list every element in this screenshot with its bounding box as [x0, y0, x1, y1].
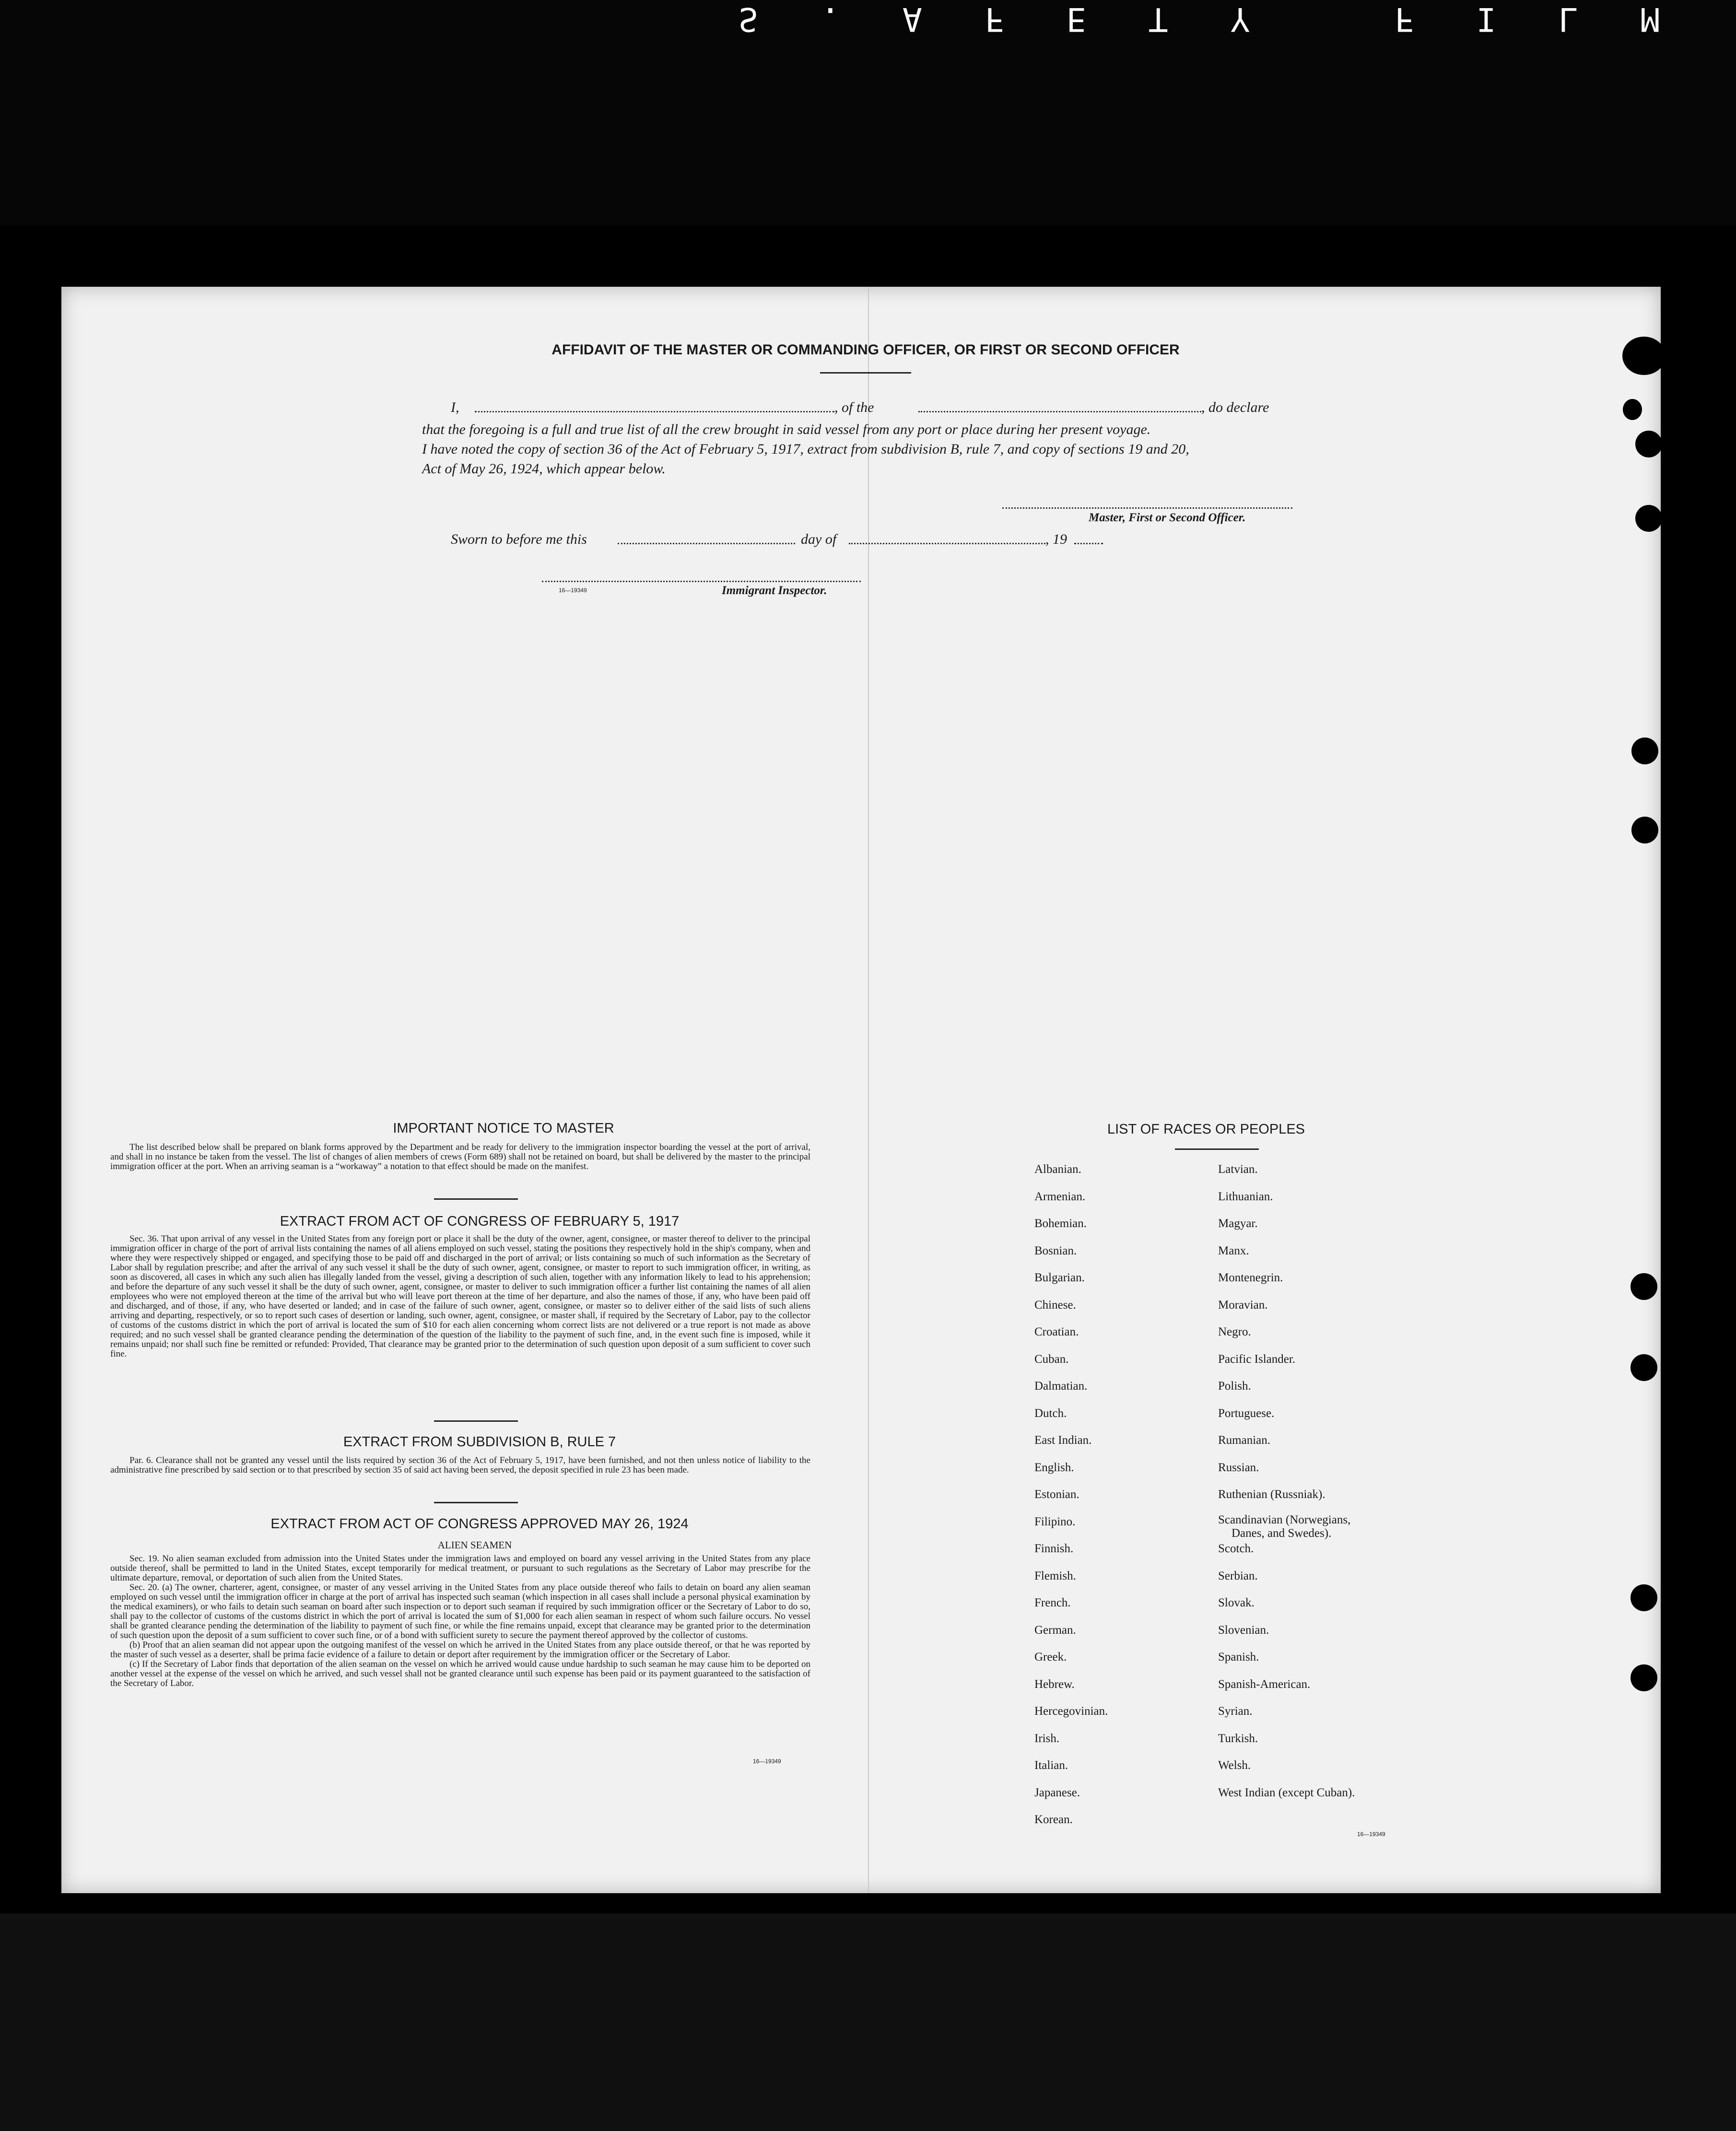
race-item: Spanish. — [1218, 1651, 1259, 1663]
race-item: Flemish. — [1034, 1569, 1076, 1582]
race-item: Pacific Islander. — [1218, 1352, 1296, 1366]
punch-hole-icon — [1635, 431, 1662, 457]
race-item: Chinese. — [1034, 1298, 1076, 1311]
race-item: Japanese. — [1034, 1786, 1080, 1799]
page-fold — [868, 287, 869, 1893]
punch-hole-icon — [1631, 817, 1658, 843]
race-item: Estonian. — [1034, 1488, 1079, 1501]
title-divider — [820, 372, 911, 374]
declaration-line-1 — [451, 399, 1314, 419]
race-item: Italian. — [1034, 1759, 1068, 1772]
race-item: Filipino. — [1034, 1515, 1076, 1528]
inspector-signature-field[interactable] — [542, 581, 861, 582]
notice-divider — [434, 1198, 518, 1200]
race-item: German. — [1034, 1623, 1076, 1637]
races-form-number: 16—19349 — [1357, 1831, 1385, 1838]
race-item: Dutch. — [1034, 1406, 1067, 1420]
race-item: Bosnian. — [1034, 1244, 1077, 1257]
year-text: , 19 — [1045, 531, 1067, 547]
punch-hole-icon — [1630, 1273, 1657, 1300]
section-19-paragraph: Sec. 19. No alien seaman excluded from admission into the United States under the immigration laws and employed on board any vessel arriving in the United States from any place outside thereof, shall be permitted to land in the United States, except temporarily for medical treatment, or pursuant to such regulations as the Secretary of Labor may prescribe for the ultimate departure, removal, or deportation of such alien from the United States. — [110, 1554, 810, 1583]
declaration-line-4: Act of May 26, 1924, which appear below. — [422, 461, 666, 477]
race-item: West Indian (except Cuban). — [1218, 1786, 1355, 1799]
race-item: Magyar. — [1218, 1217, 1258, 1230]
punch-hole-icon — [1630, 1354, 1657, 1381]
race-item: Dalmatian. — [1034, 1380, 1088, 1393]
declaration-line-3: I have noted the copy of section 36 of the Act of February 5, 1917, extract from subdivision B, rule 7, and copy of sections 19 and 20, — [422, 441, 1189, 457]
notice-title: IMPORTANT NOTICE TO MASTER — [393, 1121, 614, 1136]
film-border-top — [0, 0, 1736, 225]
race-item: Latvian. — [1218, 1163, 1258, 1176]
film-edge-label: S.AFETY FILM — [739, 0, 1723, 38]
race-item-line: Danes, and Swedes). — [1232, 1526, 1332, 1540]
race-item: Hercegovinian. — [1034, 1705, 1108, 1718]
inspector-caption: Immigrant Inspector. — [722, 584, 827, 597]
race-item: Irish. — [1034, 1732, 1060, 1745]
paragraph-6: Par. 6. Clearance shall not be granted any vessel until the lists required by section 36 of the Act of February 5, 1917, have been furnished, and not then unless notice of liability to the administrative fine prescribed by said section or to that prescribed by section 35 of said act having been served, the deposit specified in rule 23 has been made. — [110, 1455, 810, 1475]
punch-hole-icon — [1623, 399, 1642, 420]
race-item-line: Scandinavian (Norwegians, — [1218, 1513, 1351, 1526]
extract-1924-title: EXTRACT FROM ACT OF CONGRESS APPROVED MAY 26, 1924 — [270, 1516, 689, 1532]
race-item: Syrian. — [1218, 1705, 1253, 1718]
race-item: Manx. — [1218, 1244, 1249, 1257]
notice-text — [110, 1143, 810, 1171]
extract-1917-title: EXTRACT FROM ACT OF CONGRESS OF FEBRUARY 5, 1917 — [280, 1214, 680, 1229]
affidavit-form-number: 16—19349 — [559, 587, 587, 594]
sworn-day-field[interactable] — [618, 543, 795, 544]
section-36-paragraph: Sec. 36. That upon arrival of any vessel in the United States from any foreign port or place it shall be the duty of the owner, agent, consignee, or master thereof to deliver to the principal immigration officer in charge of the port of arrival lists containing the names of all aliens employed on such vessel, stating the positions they respectively hold in the ship's company, when and where they were respectively shipped or engaged, and specifying those to be paid off and discharged in the port of arrival; or lists containing so much of such information as the Secretary of Labor shall by regulation prescribe; and after the arrival of any such vessel it shall be the duty of such owner, agent, consignee, or master to report to such immigration officer, in writing, as soon as discovered, all cases in which any such alien has illegally landed from the vessel, giving a description of such alien, together with any information likely to lead to his apprehension; and before the departure of any such vessel it shall be the duty of such owner, agent, consignee, or master to deliver to such immigration officer a further list containing the names of all alien employees who were not employed thereon at the time of the arrival but who will leave port thereon at the time of her departure, and also the names of those, if any, who have been paid off and discharged, and of those, if any, who have deserted or landed; and in case of the failure of such owner, agent, consignee, or master so to deliver either of the said lists of such aliens arriving and departing, respectively, or so to report such cases of desertion or landing, such owner, agent, consignee, or master shall, if required by the Secretary of Labor, pay to the collector of customs of the customs district in which the port of arrival is located the sum of $10 for each alien concerning whom correct lists are not delivered or a true report is not made as above required; and no such vessel shall be granted clearance pending the determination of the question of the liability to the payment of such fine, and, in the event such fine is imposed, while it remains unpaid; nor shall such fine be remitted or refunded: Provided, That clearance may be granted prior to the determination of such question upon deposit of a sum sufficient to cover such fine. — [110, 1234, 810, 1359]
master-caption: Master, First or Second Officer. — [1089, 511, 1246, 524]
race-item: Turkish. — [1218, 1732, 1258, 1745]
race-item: Lithuanian. — [1218, 1190, 1273, 1203]
race-item: Polish. — [1218, 1380, 1251, 1393]
race-item: French. — [1034, 1596, 1071, 1609]
race-item: Slovak. — [1218, 1596, 1255, 1609]
section-20c-paragraph: (c) If the Secretary of Labor finds that deportation of the alien seaman on the vessel on which he arrived would cause undue hardship to such seaman he may cause him to be deported on another vessel at the expense of the vessel on which he arrived, and such vessel shall not be granted clearance until such expense has been paid or its payment guaranteed to the satisfaction of the Secretary of Labor. — [110, 1659, 810, 1688]
race-item: Moravian. — [1218, 1298, 1268, 1311]
declaration-of-the: , of the — [834, 399, 874, 415]
sworn-text: Sworn to before me this — [451, 531, 587, 547]
declaration-i: I, — [451, 399, 459, 415]
sworn-year-field[interactable] — [1074, 543, 1103, 544]
section-20a-paragraph: Sec. 20. (a) The owner, charterer, agent, consignee, or master of any vessel arriving in the United States from any place outside thereof who fails to detain on board any alien seaman employed on such vessel until the immigration officer in charge at the port of arrival has inspected such seaman (which inspection in all cases shall include a personal physical examination by the medical examiners), or who fails to detain such seaman on board after such inspection or to deport such seaman if required by such immigration officer or the Secretary of Labor to do so, shall pay to the collector of customs of the customs district in which the port of arrival is located the sum of $1,000 for each alien seaman in respect of whom such failure occurs. No vessel shall be granted clearance pending the determination of the liability to payment of such fine, or while the fine remains unpaid, except that clearance may be granted prior to the determination of such question upon the deposit of a sum sufficient to cover such fine, or of a bond with sufficient surety to secure the payment thereof approved by the collector of customs. — [110, 1582, 810, 1640]
race-item: Negro. — [1218, 1325, 1251, 1338]
extract-1917-text — [110, 1234, 810, 1359]
subdivision-text — [110, 1456, 810, 1475]
day-of-text: day of — [801, 531, 837, 547]
race-item: Cuban. — [1034, 1352, 1069, 1366]
master-signature-field[interactable] — [1002, 507, 1292, 509]
race-item: Finnish. — [1034, 1542, 1074, 1555]
film-border-bottom — [0, 1913, 1736, 2131]
extract-1924-text — [110, 1554, 810, 1688]
race-item: Croatian. — [1034, 1325, 1079, 1338]
declaration-do-declare: , do declare — [1201, 399, 1269, 415]
race-item: Slovenian. — [1218, 1623, 1269, 1637]
race-item: Portuguese. — [1218, 1406, 1275, 1420]
race-item — [1218, 1509, 1355, 1540]
declaration-line-2: that the foregoing is a full and true list of all the crew brought in said vessel from any port or place during her present voyage. — [422, 422, 1151, 437]
punch-hole-icon — [1631, 738, 1658, 764]
punch-hole-icon — [1622, 337, 1666, 375]
section-20b-paragraph: (b) Proof that an alien seaman did not appear upon the outgoing manifest of the vessel on which he arrived in the United States from any place outside thereof, or that he was reported by the master of such vessel as a deserter, shall be prima facie evidence of a failure to detain or deport after requirement by the immigration officer or the Secretary of Labor. — [110, 1640, 810, 1660]
race-item: Ruthenian (Russniak). — [1218, 1488, 1325, 1501]
extract-1917-divider — [434, 1420, 518, 1422]
race-item: Armenian. — [1034, 1190, 1086, 1203]
race-item: Russian. — [1218, 1461, 1259, 1474]
extract-form-number: 16—19349 — [753, 1758, 781, 1765]
sworn-month-field[interactable] — [849, 543, 1045, 544]
punch-hole-icon — [1630, 1664, 1657, 1691]
race-item: Montenegrin. — [1218, 1271, 1283, 1284]
race-item: Bohemian. — [1034, 1217, 1087, 1230]
races-title: LIST OF RACES OR PEOPLES — [1107, 1122, 1305, 1137]
name-field[interactable] — [475, 411, 834, 412]
subdivision-divider — [434, 1502, 518, 1503]
race-item: Greek. — [1034, 1651, 1067, 1663]
race-item: Serbian. — [1218, 1569, 1258, 1582]
races-left-column — [1034, 1156, 1108, 1834]
race-item: Spanish-American. — [1218, 1677, 1311, 1691]
notice-paragraph: The list described below shall be prepared on blank forms approved by the Department and be ready for delivery to the immigration inspector boarding the vessel at the port of arrival, and shall in no instance be taken from the vessel. The list of changes of alien members of crews (Form 689) shall not be retained on board, but shall be delivered by the master to the principal immigration officer at the port. When an arriving seaman is a “workaway” a notation to that effect should be made on the manifest. — [110, 1142, 810, 1171]
races-right-column — [1218, 1156, 1355, 1806]
race-item: Scotch. — [1218, 1542, 1254, 1555]
position-field[interactable] — [918, 411, 1201, 412]
extract-1924-subtitle: ALIEN SEAMEN — [437, 1539, 512, 1551]
subdivision-title: EXTRACT FROM SUBDIVISION B, RULE 7 — [343, 1434, 616, 1450]
race-item: Rumanian. — [1218, 1434, 1271, 1447]
race-item: Albanian. — [1034, 1163, 1081, 1176]
punch-hole-icon — [1635, 505, 1662, 532]
punch-hole-icon — [1630, 1584, 1657, 1611]
sworn-line — [451, 531, 1113, 550]
race-item: Welsh. — [1218, 1759, 1251, 1772]
race-item: Hebrew. — [1034, 1677, 1075, 1691]
races-divider — [1175, 1148, 1259, 1150]
race-item: East Indian. — [1034, 1434, 1092, 1447]
race-item: English. — [1034, 1461, 1074, 1474]
affidavit-title: AFFIDAVIT OF THE MASTER OR COMMANDING OFFICER, OR FIRST OR SECOND OFFICER — [551, 342, 1180, 358]
race-item: Bulgarian. — [1034, 1271, 1085, 1284]
race-item: Korean. — [1034, 1813, 1073, 1826]
